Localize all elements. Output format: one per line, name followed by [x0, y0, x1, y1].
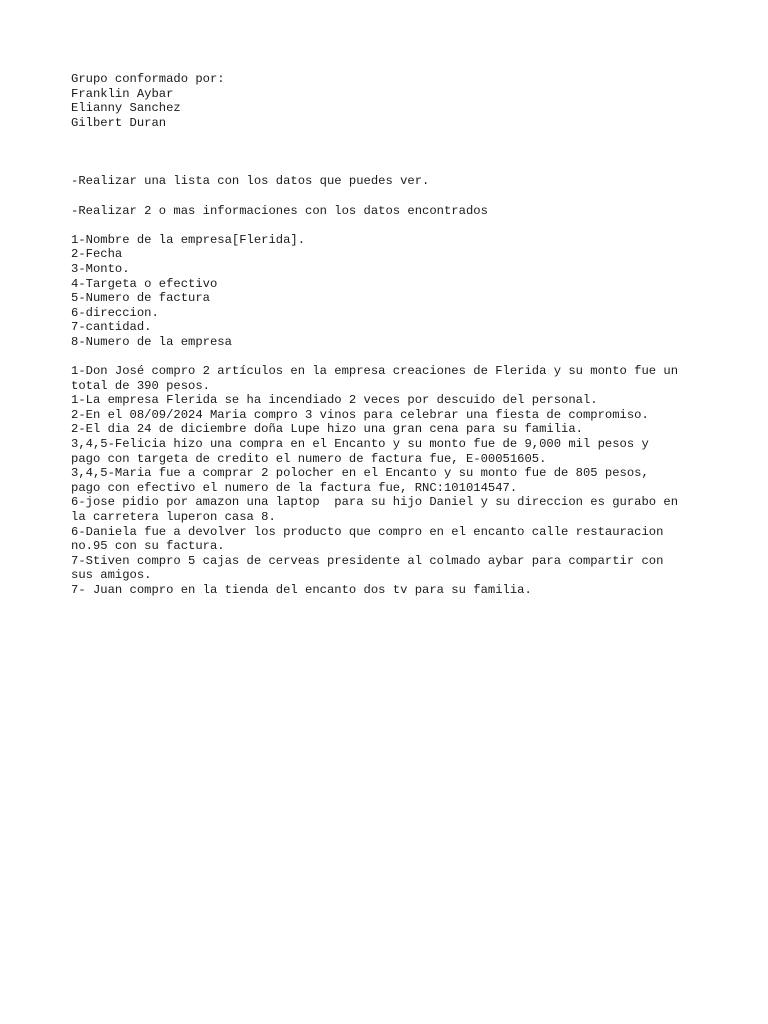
group-member: Gilbert Duran	[71, 115, 167, 130]
sentence-line: 6-jose pidio por amazon una laptop para su hijo Daniel y su direccion es gurabo en	[71, 495, 679, 510]
spacer	[71, 350, 711, 365]
instruction-line: -Realizar una lista con los datos que puedes ver.	[71, 174, 430, 189]
sentence-line: 3,4,5-Maria fue a comprar 2 polocher en el Encanto y su monto fue de 805 pesos,	[71, 466, 649, 481]
spacer	[71, 130, 711, 174]
list-item: 4-Targeta o efectivo	[71, 276, 218, 291]
group-section	[71, 72, 711, 130]
sentence-line: sus amigos.	[71, 568, 152, 583]
list-item: 3-Monto.	[71, 261, 130, 276]
sentence-line: 2-En el 08/09/2024 Maria compro 3 vinos para celebrar una fiesta de compromiso.	[71, 407, 649, 422]
list-item: 1-Nombre de la empresa[Flerida].	[71, 232, 306, 247]
group-heading: Grupo conformado por:	[71, 72, 225, 86]
sentence-line: 2-El dia 24 de diciembre doña Lupe hizo una gran cena para su familia.	[71, 422, 583, 437]
sentence-line: 7-Stiven compro 5 cajas de cerveas presidente al colmado aybar para compartir con	[71, 553, 664, 568]
list-item: 5-Numero de factura	[71, 291, 210, 306]
group-member: Elianny Sanchez	[71, 101, 181, 116]
group-member: Franklin Aybar	[71, 86, 174, 101]
sentence-line: no.95 con su factura.	[71, 539, 225, 554]
sentence-line: 1-Don José compro 2 artículos en la empresa creaciones de Flerida y su monto fue un	[71, 364, 679, 379]
list-item: 8-Numero de la empresa	[71, 334, 232, 349]
sentence-line: total de 390 pesos.	[71, 378, 210, 393]
sentence-line: pago con targeta de credito el numero de factura fue, E-00051605.	[71, 451, 547, 466]
instructions-section	[71, 174, 711, 218]
instruction-line: -Realizar 2 o mas informaciones con los datos encontrados	[71, 203, 488, 218]
spacer	[71, 189, 711, 204]
list-item: 7-cantidad.	[71, 320, 152, 335]
document-page	[71, 72, 711, 598]
sentence-line: 7- Juan compro en la tienda del encanto dos tv para su familia.	[71, 583, 532, 597]
spacer	[71, 218, 711, 233]
sentence-line: 1-La empresa Flerida se ha incendiado 2 veces por descuido del personal.	[71, 393, 598, 408]
sentence-line: pago con efectivo el numero de la factura fue, RNC:101014547.	[71, 480, 518, 495]
sentence-line: 3,4,5-Felicia hizo una compra en el Encanto y su monto fue de 9,000 mil pesos y	[71, 437, 649, 452]
list-item: 2-Fecha	[71, 247, 123, 262]
sentence-line: la carretera luperon casa 8.	[71, 510, 276, 525]
sentence-line: 6-Daniela fue a devolver los producto que compro en el encanto calle restauracion	[71, 524, 664, 539]
data-list	[71, 233, 711, 350]
sentences-section	[71, 364, 711, 598]
list-item: 6-direccion.	[71, 305, 159, 320]
